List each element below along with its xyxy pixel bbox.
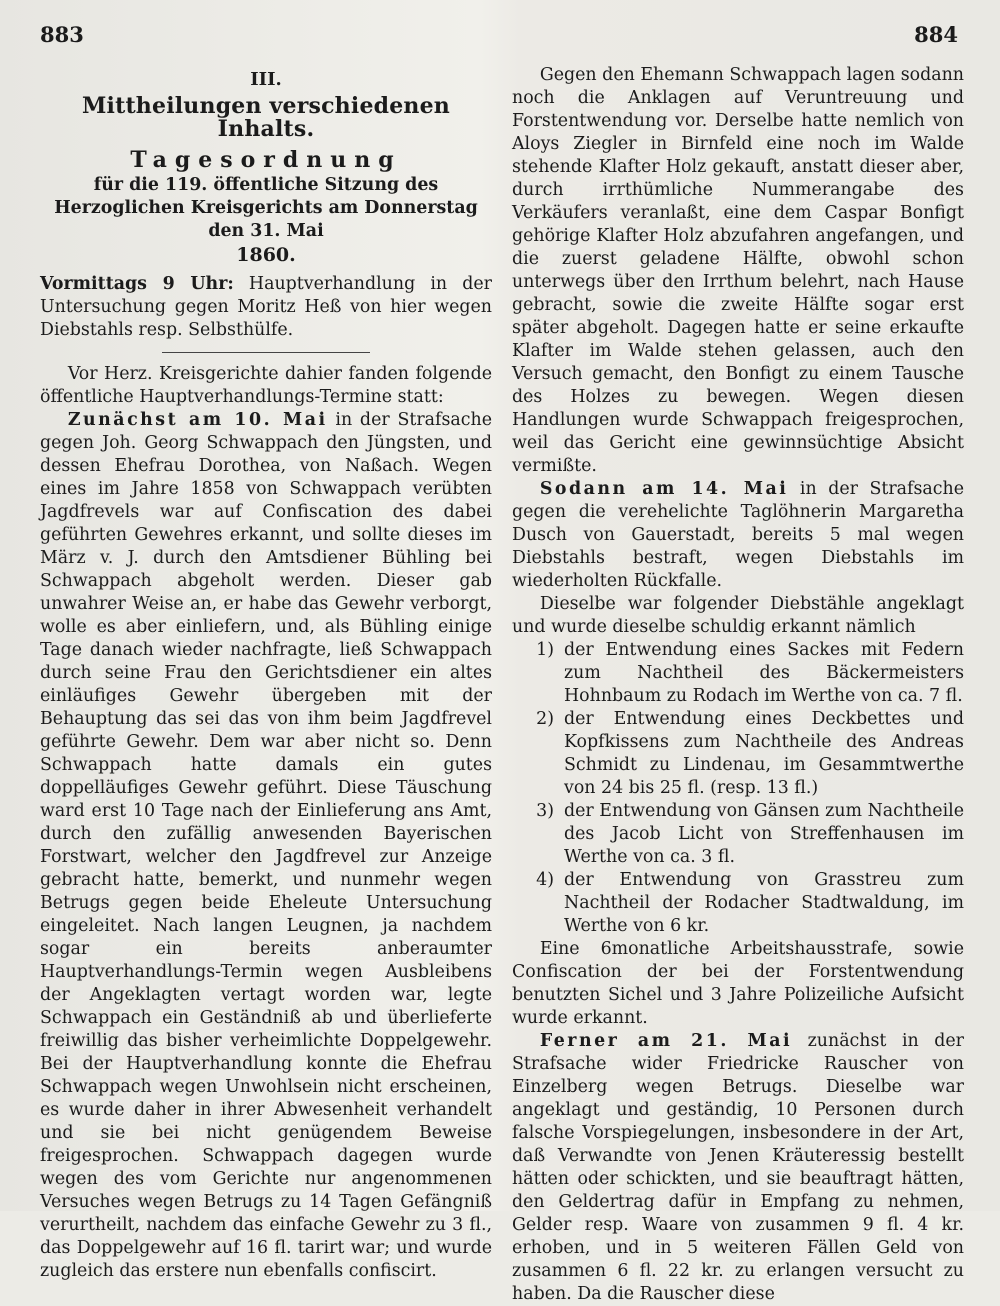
paragraph-text: zunächst in der Strafsache wider Friedricke Rauscher von Einzelberg wegen Betrugs. Dieselbe war angeklagt und geständig, 10 Personen durch falsche Vorspiegelungen, insbesondere in der Art, daß Verwandte von Jenen Kräuteressig bestellt hätten oder schickten, und sie beauftragt hätten, den Geldertrag dafür in Empfang zu nehmen, Gelder resp. Waare von zusammen 9 fl. 4 kr. erhoben, und in 5 weiteren Fällen Geld von zusammen 6 fl. 22 kr. zu erlangen versucht zu haben. Da die Rauscher diese <box>512 1031 964 1304</box>
paragraph <box>512 1030 964 1306</box>
list-item-text: der Entwendung von Gänsen zum Nachtheile des Jacob Licht von Streffenhausen im Werthe von ca. 3 fl. <box>564 801 964 867</box>
list-item-number: 2) <box>536 709 554 729</box>
session-entry <box>40 273 492 342</box>
list-item-number: 4) <box>536 870 554 890</box>
paragraph-text: in der Strafsache gegen die verehelichte Taglöhnerin Margaretha Dusch von Gauerstadt, bereits 5 mal wegen Diebstahls bestraft, wegen Diebstahls im wiederholten Rückfalle. <box>512 479 965 591</box>
paragraph: Eine 6monatliche Arbeitshausstrafe, sowie Confiscation der bei der Forstentwendung benutzten Sichel und 3 Jahre Polizeiliche Aufsicht wurde erkannt. <box>512 939 964 1028</box>
agenda-heading: Tagesordnung <box>130 147 402 173</box>
agenda-year: 1860. <box>236 244 296 266</box>
agenda-line: für die 119. öffentliche Sitzung des Herzoglichen Kreisgerichts am Donnerstag den 31. Mai <box>54 175 478 241</box>
paragraph-lead: Sodann am 14. Mai <box>539 479 789 499</box>
list-item-text: der Entwendung eines Deckbettes und Kopfkissens zum Nachtheile des Andreas Schmidt zu Lindenau, im Gesammtwerthe von 24 bis 25 fl. (resp. 13 fl.) <box>564 709 964 798</box>
list-item-text: der Entwendung eines Sackes mit Federn zum Nachtheil des Bäckermeisters Hohnbaum zu Rodach im Werthe von ca. 7 fl. <box>564 640 964 706</box>
paragraph <box>512 478 964 593</box>
list-item <box>512 869 964 938</box>
list-item-text: der Entwendung von Grasstreu zum Nachtheil der Rodacher Stadtwaldung, im Werthe von 6 kr. <box>564 870 964 936</box>
page-number-right: 884 <box>914 22 958 47</box>
paragraph: Dieselbe war folgender Diebstähle angeklagt und wurde dieselbe schuldig erkannt nämlich <box>512 594 964 637</box>
agenda-subtitle <box>40 174 492 267</box>
list-item <box>512 708 964 800</box>
paragraph-lead: Ferner am 21. Mai <box>539 1031 793 1051</box>
paragraph-text: in der Strafsache gegen Joh. Georg Schwappach den Jüngsten, und dessen Ehefrau Dorothea, von Naßach. Wegen eines im Jahre 1858 von Schwappach verübten Jagdfrevels war auf Confiscation des dabei geführten Gewehres erkannt, und sollte dieses im März v. J. durch den Amtsdiener Bühling bei Schwappach abgeholt werden. Dieser gab unwahrer Weise an, er habe das Gewehr verborgt, wolle es aber einliefern, und, als Bühling einige Tage danach wieder nachfragte, ließ Schwappach durch seine Frau den Gerichtsdiener ein altes einläufiges Gewehr übergeben mit der Behauptung das sei das von ihm beim Jagdfrevel geführte Gewehr. Dem war aber nicht so. Denn Schwappach hatte damals ein gutes doppelläufiges Gewehr geführt. Diese Täuschung ward erst 10 Tage nach der Einlieferung ans Amt, durch den zufällig anwesenden Bayerischen Forstwart, welcher den Jagdfrevel zur Anzeige gebracht hatte, bemerkt, und nunmehr wegen Betrugs gegen beide Eheleute Untersuchung eingeleitet. Nach langen Leugnen, ja nachdem sogar ein bereits anberaumter Hauptverhandlungs-Termin wegen Ausbleibens der Angeklagten vertagt worden war, legte Schwappach ein Geständniß ab und überlieferte freiwillig das bisher verheimlichte Doppelgewehr. Bei der Hauptverhandlung konnte die Ehefrau Schwappach wegen Unwohlsein nicht erscheinen, es wurde daher in ihrer Abwesenheit verhandelt und sie bei nicht genügendem Beweise freigesprochen. Schwappach dagegen wurde wegen des vom Gerichte nur angenommenen Versuches wegen Betrugs zu 14 Tagen Gefängniß verurtheilt, nachdem das einfache Gewehr zu 3 fl., das Doppelgewehr auf 16 fl. tarirt war; und wurde zugleich das erstere nun ebenfalls confiscirt. <box>40 410 492 1281</box>
section-title: Mittheilungen verschiedenen Inhalts. <box>81 93 451 142</box>
paragraph-lead: Zunächst am 10. Mai <box>67 410 328 430</box>
list-item-number: 1) <box>536 640 554 660</box>
theft-list <box>512 639 964 938</box>
paragraph: Gegen den Ehemann Schwappach lagen sodann noch die Anklagen auf Veruntreuung und Forstentwendung vor. Derselbe hatte nemlich von Aloys Ziegler in Birnfeld eine noch im Walde stehende Klafter Holz gekauft, anstatt dieser aber, durch irrthümliche Nummerangabe des Verkäufers veranlaßt, eine dem Caspar Bonfigt gehörige Klafter Holz abzufahren angefangen, und die zuerst geladene Hälfte, obwohl schon unterwegs über den Irrthum belehrt, nach Hause gebracht, sowie die zweite Hälfte sogar erst später abgeholt. Dagegen hatte er seine erkaufte Klafter im Walde stehen gelassen, auch den Versuch gemacht, den Bonfigt zu einem Tausche des Holzes zu bewegen. Wegen diesen Handlungen wurde Schwappach freigesprochen, weil das Gericht eine gewinnsüchtige Absicht vermißte. <box>512 65 964 476</box>
page-number-left: 883 <box>40 22 84 47</box>
list-item-number: 3) <box>536 801 554 821</box>
left-column <box>40 64 492 1283</box>
paragraph <box>40 409 492 1283</box>
divider <box>162 352 370 353</box>
right-column <box>512 64 964 1306</box>
section-number: III. <box>250 69 282 90</box>
session-text: Hauptverhandlung in der Untersuchung gegen Moritz Heß von hier wegen Diebstahls resp. Selbsthülfe. <box>40 274 492 340</box>
list-item <box>512 639 964 708</box>
intro-paragraph: Vor Herz. Kreisgerichte dahier fanden folgende öffentliche Hauptverhandlungs-Termine statt: <box>40 364 492 407</box>
session-label: Vormittags 9 Uhr: <box>40 274 234 294</box>
list-item <box>512 800 964 869</box>
